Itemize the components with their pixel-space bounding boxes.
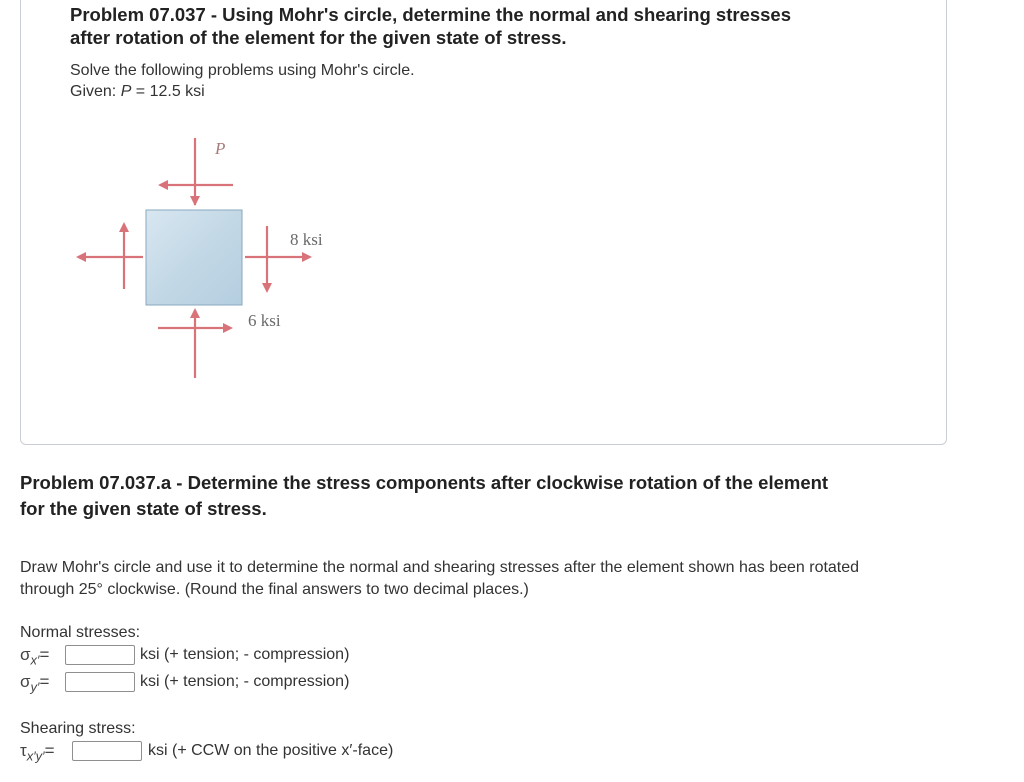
tau-label bbox=[20, 741, 55, 766]
part-a-title-line1: Problem 07.037.a - Determine the stress components after clockwise rotation of the element bbox=[20, 472, 829, 493]
given-prefix: Given: bbox=[70, 83, 121, 100]
sigma-y-equals: = bbox=[39, 672, 50, 691]
sigma-x-label bbox=[20, 645, 49, 670]
label-p: P bbox=[215, 139, 226, 158]
label-6-ksi: 6 ksi bbox=[248, 311, 281, 330]
given-value: = 12.5 ksi bbox=[131, 83, 205, 100]
sigma-y-input[interactable] bbox=[65, 672, 135, 692]
sigma-x-input[interactable] bbox=[65, 645, 135, 665]
sigma-x-equals: = bbox=[39, 645, 50, 664]
label-8-ksi: 8 ksi bbox=[290, 230, 323, 249]
sigma-y-subscript: y′ bbox=[30, 679, 40, 695]
sigma-y-symbol: σ bbox=[20, 672, 31, 691]
problem-title-line2: after rotation of the element for the given state of stress. bbox=[70, 27, 567, 48]
normal-stresses-heading: Normal stresses: bbox=[20, 624, 141, 641]
tau-unit: ksi (+ CCW on the positive x′-face) bbox=[148, 742, 394, 759]
stress-element-figure bbox=[60, 125, 350, 390]
sigma-x-subscript: x′ bbox=[30, 652, 40, 668]
sigma-y-label bbox=[20, 672, 49, 697]
tau-input[interactable] bbox=[72, 741, 142, 761]
shearing-stress-heading: Shearing stress: bbox=[20, 720, 136, 737]
stress-block bbox=[146, 210, 242, 305]
sigma-y-unit: ksi (+ tension; - compression) bbox=[140, 673, 350, 690]
tau-equals: = bbox=[44, 741, 55, 760]
given-variable: P bbox=[120, 83, 132, 100]
given-text bbox=[70, 82, 205, 102]
instruction-text: Solve the following problems using Mohr's circle. bbox=[70, 62, 415, 79]
tau-symbol: τ bbox=[20, 741, 27, 760]
tau-subscript: x′y′ bbox=[26, 748, 45, 764]
sigma-x-symbol: σ bbox=[20, 645, 31, 664]
part-a-description-line1: Draw Mohr's circle and use it to determine the normal and shearing stresses after the element shown has been rotated bbox=[20, 559, 860, 576]
part-a-title-line2: for the given state of stress. bbox=[20, 498, 267, 519]
problem-title-line1: Problem 07.037 - Using Mohr's circle, determine the normal and shearing stresses bbox=[70, 4, 792, 25]
sigma-x-unit: ksi (+ tension; - compression) bbox=[140, 646, 350, 663]
part-a-description-line2: through 25° clockwise. (Round the final answers to two decimal places.) bbox=[20, 581, 529, 598]
